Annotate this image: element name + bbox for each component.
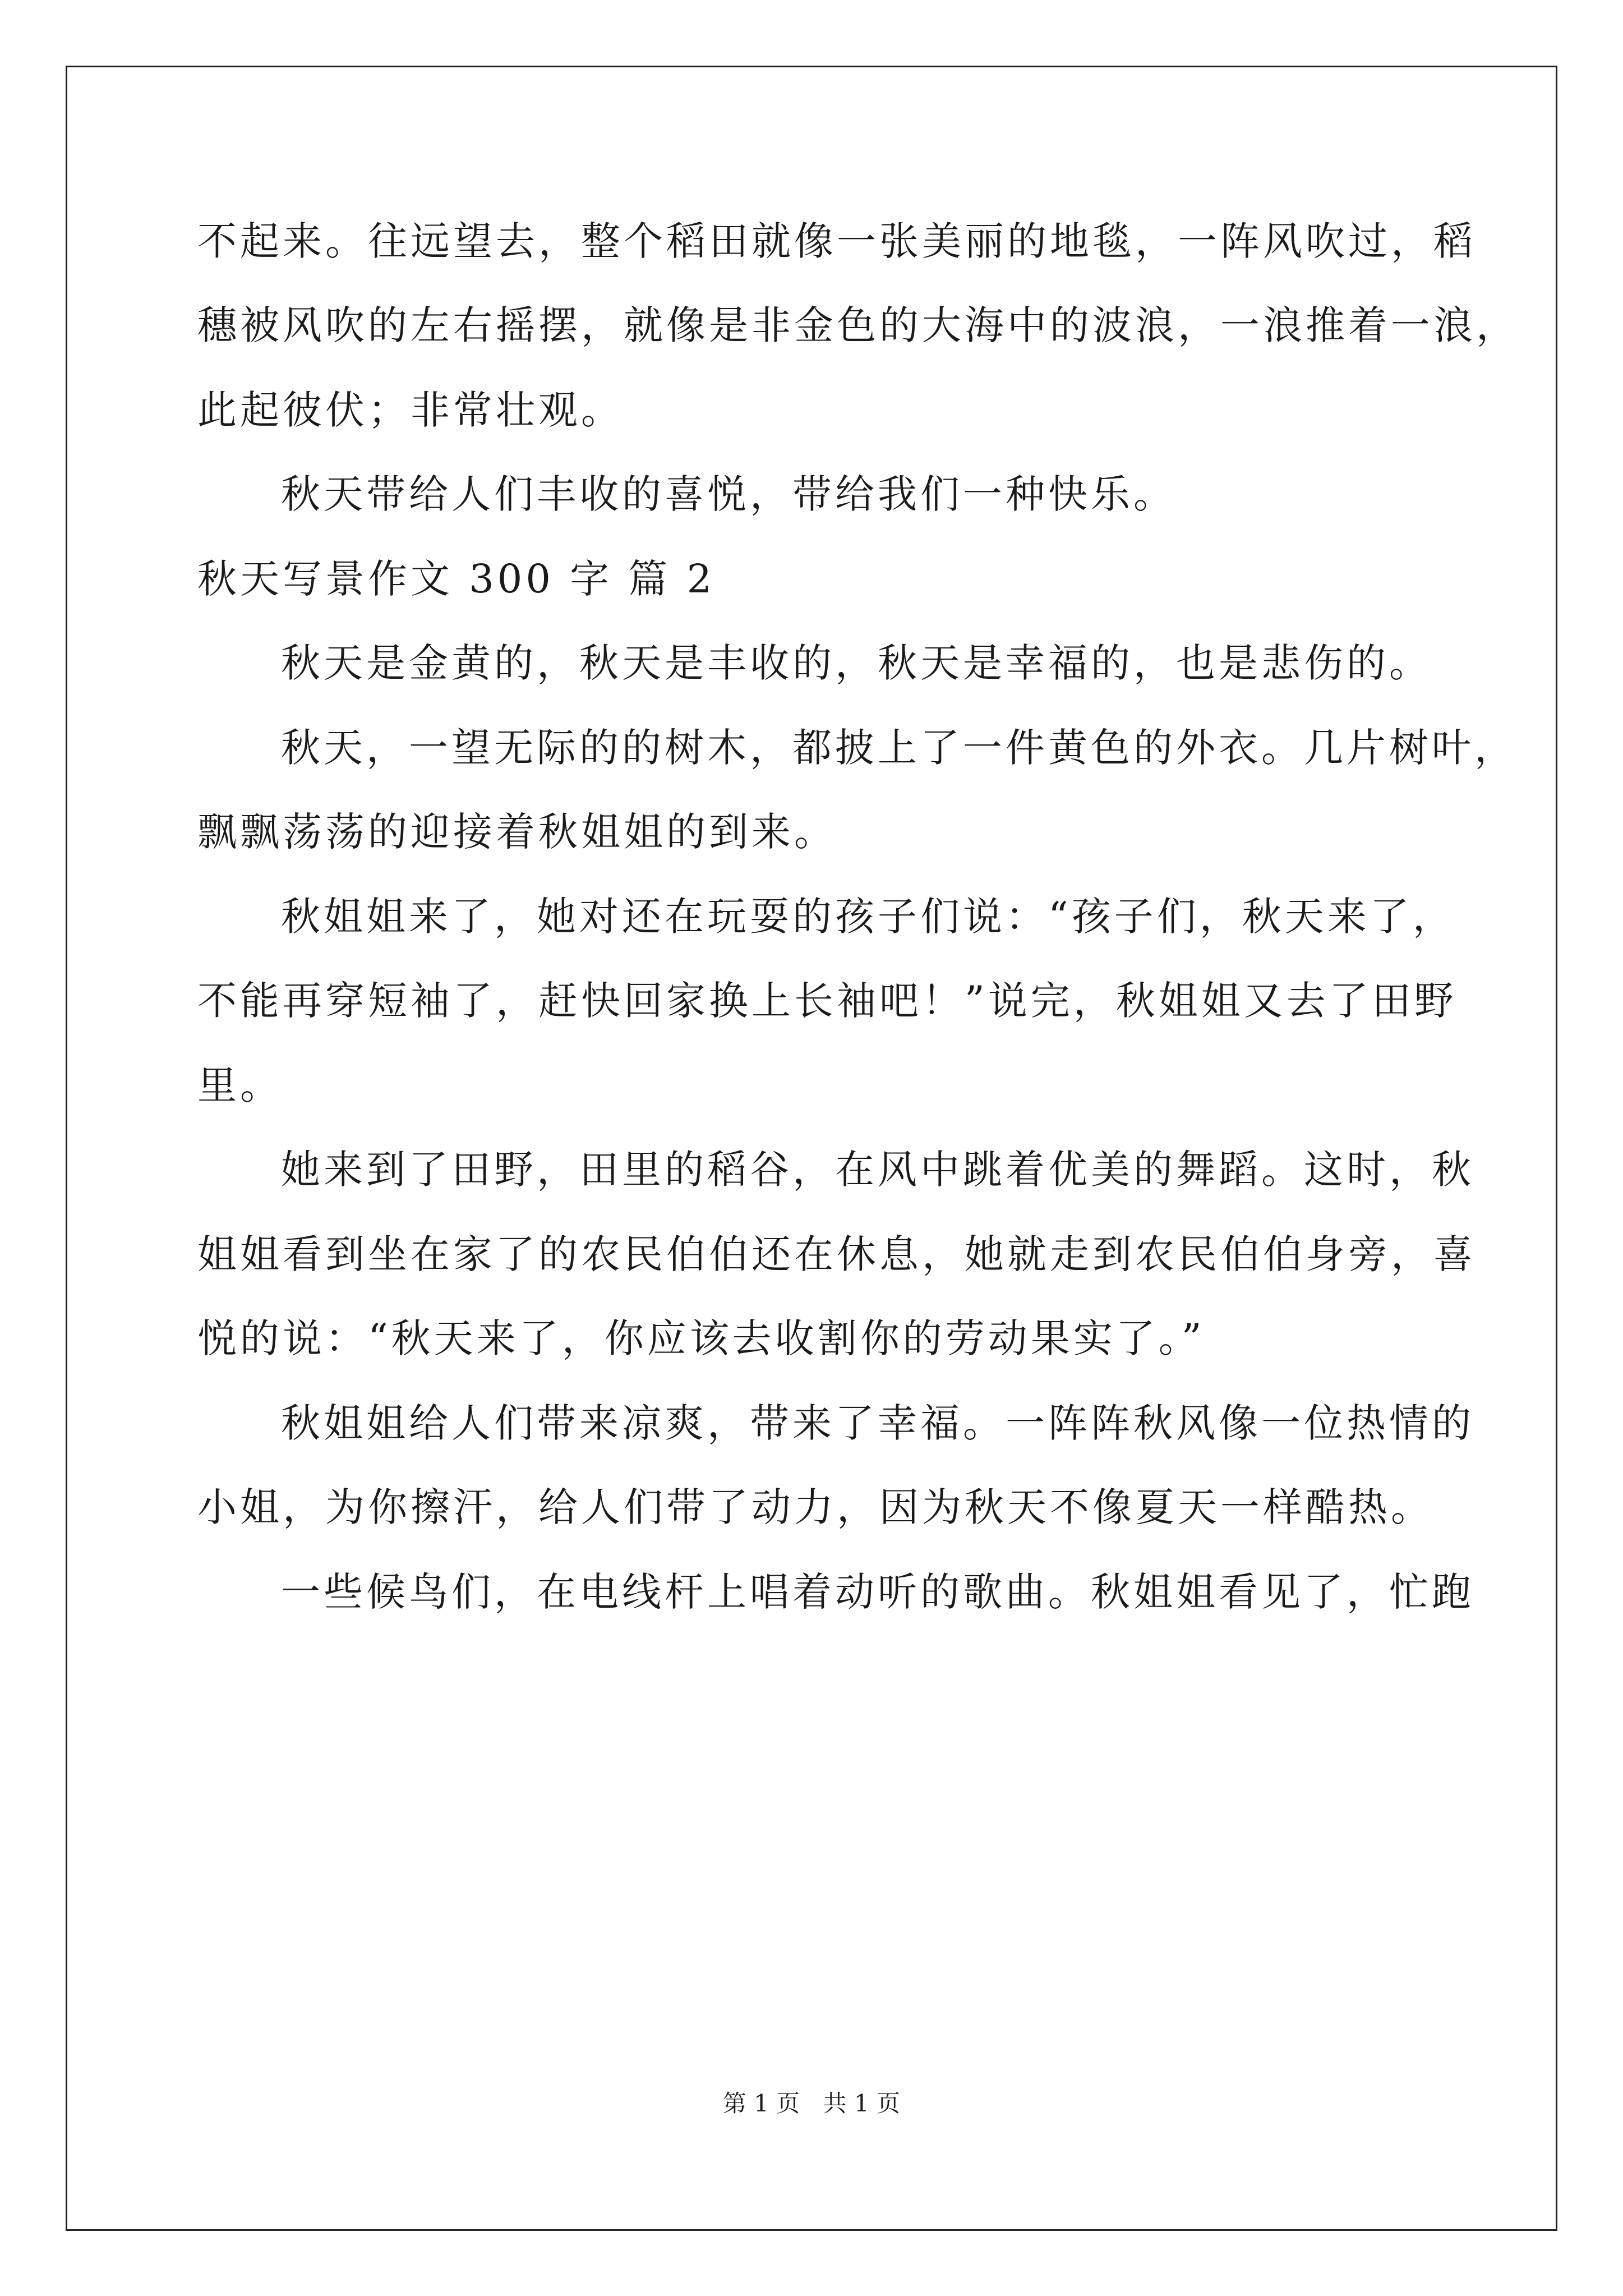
paragraph-line: 秋天带给人们丰收的喜悦，带给我们一种快乐。 — [281, 471, 1176, 517]
text-line: 飘飘荡荡的迎接着秋姐姐的到来。 — [197, 809, 837, 855]
paragraph-line: 秋天是金黄的，秋天是丰收的，秋天是幸福的，也是悲伤的。 — [281, 640, 1432, 686]
text-line: 不起来。往远望去，整个稻田就像一张美丽的地毯，一阵风吹过，稻 — [197, 218, 1476, 264]
page-number: 第 1 页 — [722, 2090, 800, 2117]
section-heading: 秋天写景作文 300 字 篇 2 — [197, 556, 716, 602]
paragraph-line: 秋姐姐来了，她对还在玩耍的孩子们说：“孩子们，秋天来了， — [281, 894, 1455, 940]
paragraph-line: 秋姐姐给人们带来凉爽，带来了幸福。一阵阵秋风像一位热情的 — [281, 1400, 1474, 1446]
text-line: 里。 — [197, 1062, 283, 1108]
text-line: 不能再穿短袖了，赶快回家换上长袖吧！”说完，秋姐姐又去了田野 — [197, 978, 1457, 1024]
text-line: 姐姐看到坐在家了的农民伯伯还在休息，她就走到农民伯伯身旁，喜 — [197, 1231, 1476, 1277]
page-total: 共 1 页 — [823, 2090, 901, 2117]
paragraph-line: 她来到了田野，田里的稻谷，在风中跳着优美的舞蹈。这时，秋 — [281, 1147, 1474, 1193]
text-line: 此起彼伏；非常壮观。 — [197, 387, 624, 433]
paragraph-line: 一些候鸟们，在电线杆上唱着动听的歌曲。秋姐姐看见了，忙跑 — [281, 1569, 1474, 1615]
paragraph-line: 秋天，一望无际的的树木，都披上了一件黄色的外衣。几片树叶， — [281, 725, 1517, 771]
text-line: 悦的说：“秋天来了，你应该去收割你的劳动果实了。” — [197, 1315, 1205, 1361]
text-line: 穗被风吹的左右摇摆，就像是非金色的大海中的波浪，一浪推着一浪， — [197, 302, 1519, 348]
text-line: 小姐，为你擦汗，给人们带了动力，因为秋天不像夏天一样酷热。 — [197, 1484, 1433, 1530]
page-footer — [0, 2087, 1623, 2120]
